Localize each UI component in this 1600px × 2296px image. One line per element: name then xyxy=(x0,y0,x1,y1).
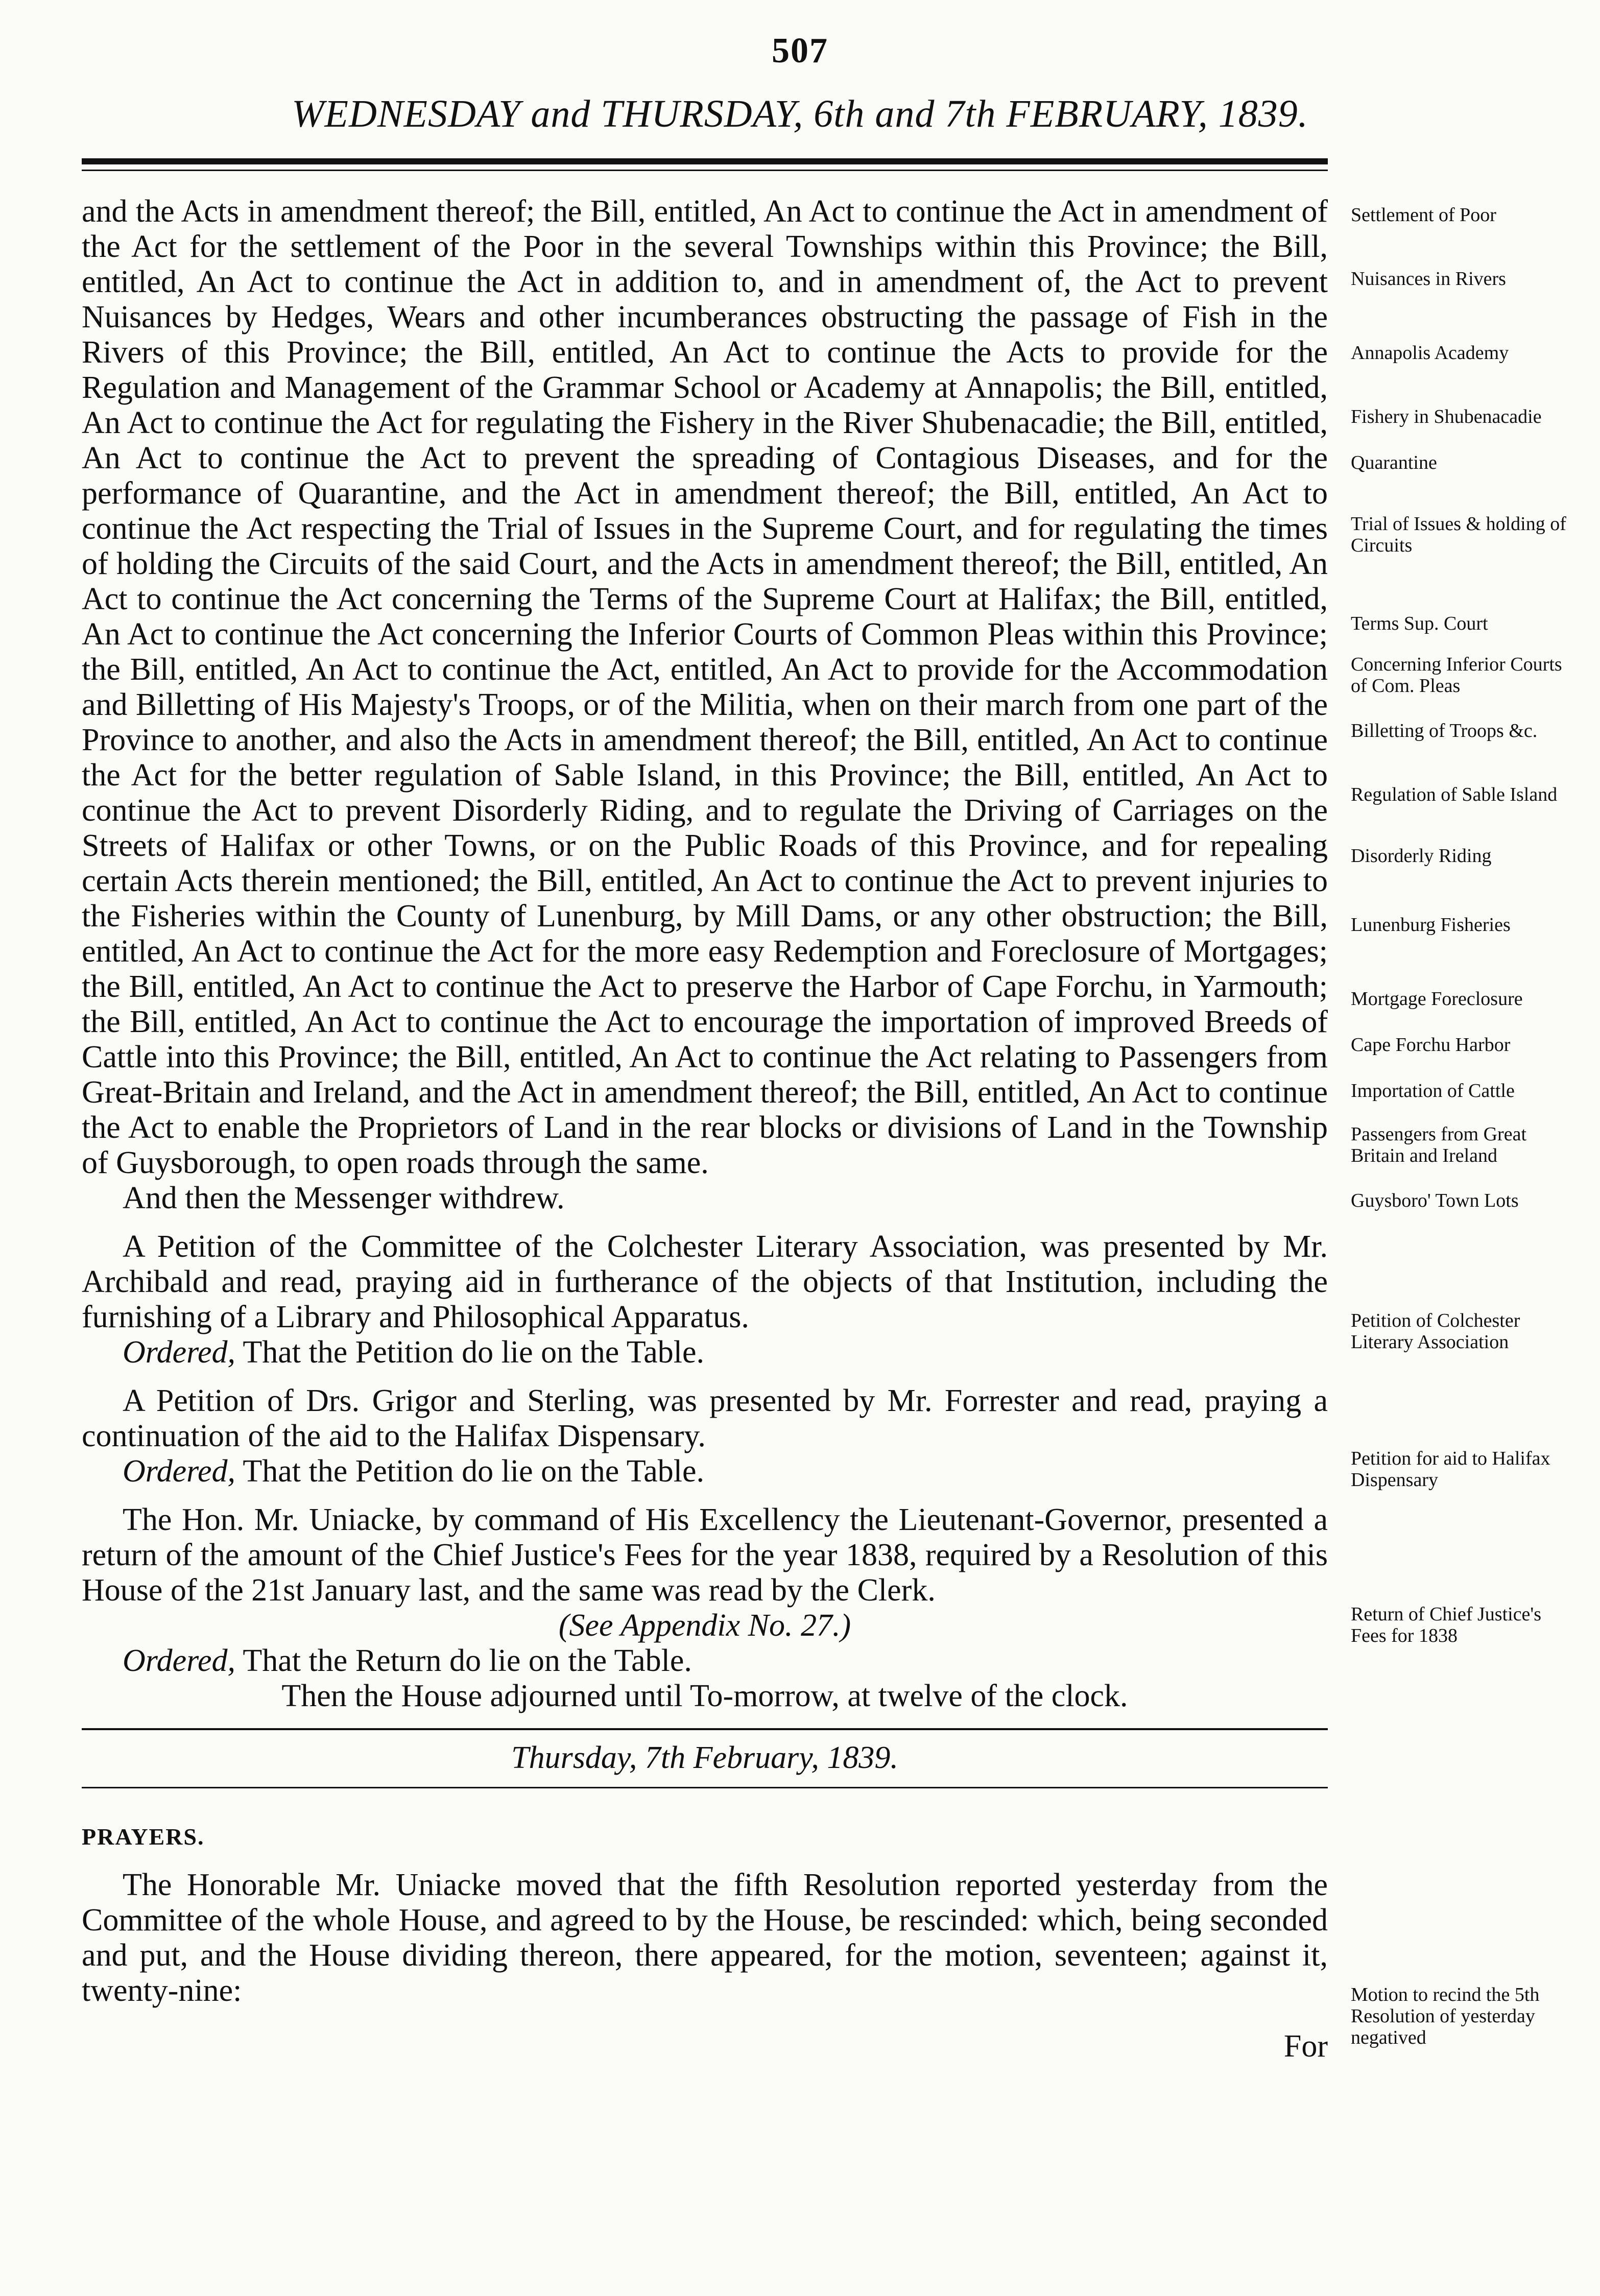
catchword: For xyxy=(1283,2029,1328,2064)
margin-note: Return of Chief Justice's Fees for 1838 xyxy=(1351,1604,1542,1646)
margin-note: Quarantine xyxy=(1351,452,1437,473)
margin-note: Trial of Issues & holding of Circuits xyxy=(1351,513,1566,556)
margin-note: Fishery in Shubenacadie xyxy=(1351,406,1542,427)
margin-note: Petition for aid to Halifax Dispensary xyxy=(1351,1448,1550,1491)
margin-note: Petition of Colchester Literary Association xyxy=(1351,1310,1520,1353)
margin-note: Guysboro' Town Lots xyxy=(1351,1190,1519,1211)
header-rule-thick xyxy=(82,158,1328,164)
margin-note: Cape Forchu Harbor xyxy=(1351,1034,1511,1056)
page-number: 507 xyxy=(772,31,828,70)
section-rule-top xyxy=(82,1728,1328,1730)
running-head: WEDNESDAY and THURSDAY, 6th and 7th FEBRUARY, 1839. xyxy=(292,92,1308,135)
paragraph-chief-justice-return: The Hon. Mr. Uniacke, by command of His Excellency the Lieutenant-Governor, presented a return of the amount of the Chief Justice's Fees for the year 1838, required by a Resolution of this House of the 21st January last, and the same was read by the Clerk. xyxy=(82,1502,1328,1608)
prayers-heading: PRAYERS. xyxy=(82,1824,205,1850)
margin-note: Lunenburg Fisheries xyxy=(1351,914,1511,936)
margin-note: Motion to recind the 5th Resolution of yesterday negatived xyxy=(1351,1984,1540,2048)
paragraph-ordered-1 xyxy=(82,1335,1328,1370)
margin-note: Importation of Cattle xyxy=(1351,1080,1515,1102)
margin-note: Nuisances in Rivers xyxy=(1351,268,1506,290)
margin-note: Annapolis Academy xyxy=(1351,342,1509,364)
paragraph-ordered-2 xyxy=(82,1454,1328,1489)
margin-note: Settlement of Poor xyxy=(1351,204,1496,226)
margin-note: Disorderly Riding xyxy=(1351,845,1492,867)
margin-note: Passengers from Great Britain and Ireland xyxy=(1351,1123,1527,1166)
paragraph-messenger: And then the Messenger withdrew. xyxy=(123,1181,565,1215)
margin-note: Terms Sup. Court xyxy=(1351,613,1488,634)
appendix-reference: (See Appendix No. 27.) xyxy=(558,1608,851,1643)
ordered-label: Ordered, xyxy=(123,1454,235,1489)
paragraph-motion-rescind: The Honorable Mr. Uniacke moved that the fifth Resolution reported yesterday from the Committee of the whole House, and agreed to by the House, be rescinded: which, being seconded and put, and the House dividing thereon, there appeared, for the motion, seventeen; against it, twenty-nine: xyxy=(82,1868,1328,2008)
paragraph-dispensary-petition: A Petition of Drs. Grigor and Sterling, was presented by Mr. Forrester and read, praying a continuation of the aid to the Halifax Dispensary. xyxy=(82,1383,1328,1453)
ordered-text: That the Return do lie on the Table. xyxy=(235,1643,692,1678)
paragraph-bills-list: and the Acts in amendment thereof; the Bill, entitled, An Act to continue the Act in amendment of the Act for the settlement of the Poor in the several Townships within this Province; the Bill, entitled, An Act to continue the Act in addition to, and in amendment of, the Act to prevent Nuisances by Hedges, Wears and other incumberances obstructing the passage of Fish in the Rivers of this Province; the Bill, entitled, An Act to continue the Acts to provide for the Regulation and Management of the Grammar School or Academy at Annapolis; the Bill, entitled, An Act to continue the Act for regulating the Fishery in the River Shubenacadie; the Bill, entitled, An Act to continue the Act to prevent the spreading of Contagious Diseases, and for the performance of Quarantine, and the Act in amendment thereof; the Bill, entitled, An Act to continue the Act respecting the Trial of Issues in the Supreme Court, and for regulating the times of holding the Circuits of the said Court, and the Acts in amendment thereof; the Bill, entitled, An Act to continue the Act concerning the Terms of the Supreme Court at Halifax; the Bill, entitled, An Act to continue the Act concerning the Inferior Courts of Common Pleas within this Province; the Bill, entitled, An Act to continue the Act, entitled, An Act to provide for the Accommodation and Billetting of His Majesty's Troops, or of the Militia, when on their march from one part of the Province to another, and also the Acts in amendment thereof; the Bill, entitled, An Act to continue the Act for the better regulation of Sable Island, in this Province; the Bill, entitled, An Act to continue the Act to prevent Disorderly Riding, and to regulate the Driving of Carriages on the Streets of Halifax or other Towns, or on the Public Roads of this Province, and for repealing certain Acts therein mentioned; the Bill, entitled, An Act to continue the Act to prevent injuries to the Fisheries within the County of Lunenburg, by Mill Dams, or any other obstruction; the Bill, entitled, An Act to continue the Act for the more easy Redemption and Foreclosure of Mortgages; the Bill, entitled, An Act to continue the Act to preserve the Harbor of Cape Forchu, in Yarmouth; the Bill, entitled, An Act to continue the Act to encourage the importation of improved Breeds of Cattle into this Province; the Bill, entitled, An Act to continue the Act relating to Passengers from Great-Britain and Ireland, and the Act in amendment thereof; the Bill, entitled, An Act to continue the Act to enable the Proprietors of Land in the rear blocks or divisions of Land in the Township of Guysborough, to open roads through the same. xyxy=(82,194,1328,1180)
dateline: Thursday, 7th February, 1839. xyxy=(511,1740,898,1775)
margin-note: Billetting of Troops &c. xyxy=(1351,720,1538,742)
ordered-label: Ordered, xyxy=(123,1335,235,1370)
section-rule-bottom xyxy=(82,1787,1328,1788)
paragraph-ordered-3 xyxy=(82,1643,1328,1679)
paragraph-colchester-petition: A Petition of the Committee of the Colchester Literary Association, was presented by Mr. Archibald and read, praying aid in furtherance of the objects of that Institution, including the furnishing of a Library and Philosophical Apparatus. xyxy=(82,1229,1328,1334)
body-text xyxy=(82,194,1328,2064)
ordered-text: That the Petition do lie on the Table. xyxy=(235,1454,705,1489)
ordered-text: That the Petition do lie on the Table. xyxy=(235,1335,705,1370)
ordered-label: Ordered, xyxy=(123,1643,235,1678)
paragraph-adjourned: Then the House adjourned until To-morrow, at twelve of the clock. xyxy=(281,1679,1128,1713)
margin-note: Mortgage Foreclosure xyxy=(1351,988,1523,1010)
header-rule-thin xyxy=(82,170,1328,171)
margin-note: Concerning Inferior Courts of Com. Pleas xyxy=(1351,654,1562,697)
margin-note: Regulation of Sable Island xyxy=(1351,784,1558,805)
